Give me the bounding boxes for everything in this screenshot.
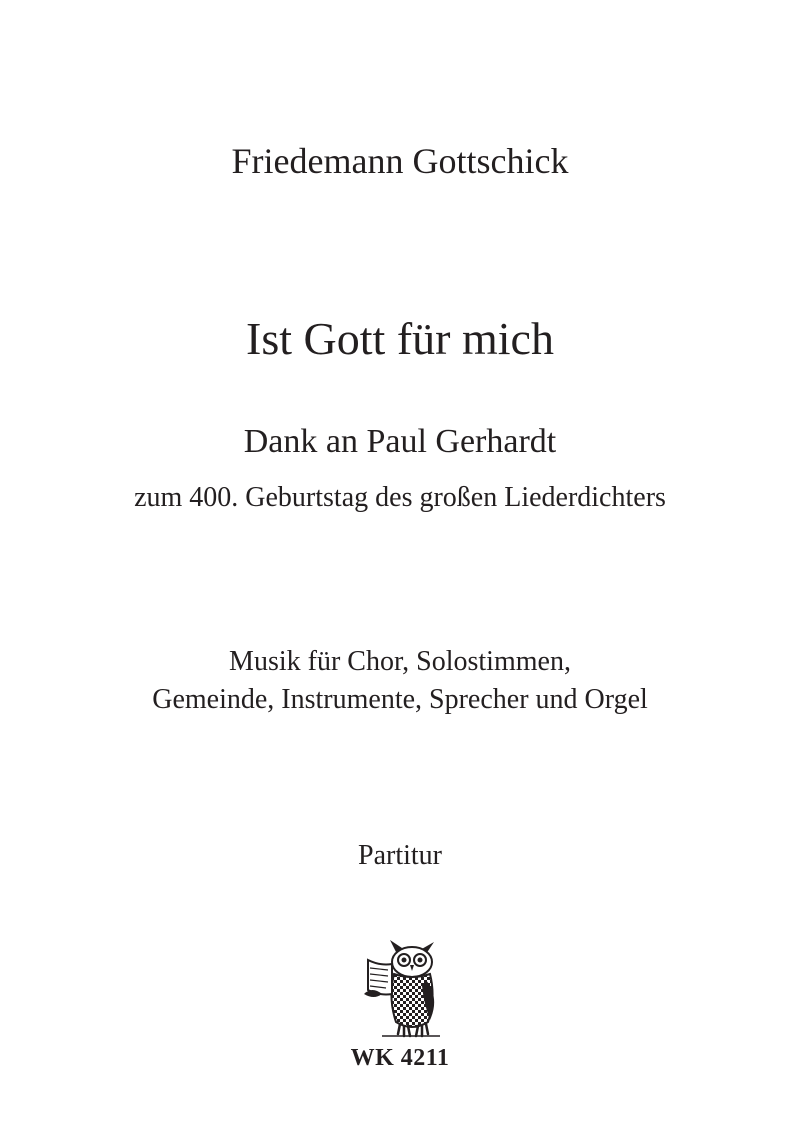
owl-reading-icon [352, 938, 448, 1042]
scoring-line-1: Musik für Chor, Solostimmen, [229, 646, 571, 677]
occasion-text: zum 400. Geburtstag des großen Liederdichters [134, 482, 666, 513]
work-subtitle: Dank an Paul Gerhardt [243, 423, 557, 460]
composer-name: Friedemann Gottschick [231, 141, 569, 181]
catalog-number: WK 4211 [350, 1045, 450, 1071]
edition-type: Partitur [358, 840, 442, 871]
scoring-line-2: Gemeinde, Instrumente, Sprecher und Orgel [152, 684, 648, 715]
work-title: Ist Gott für mich [246, 313, 554, 364]
